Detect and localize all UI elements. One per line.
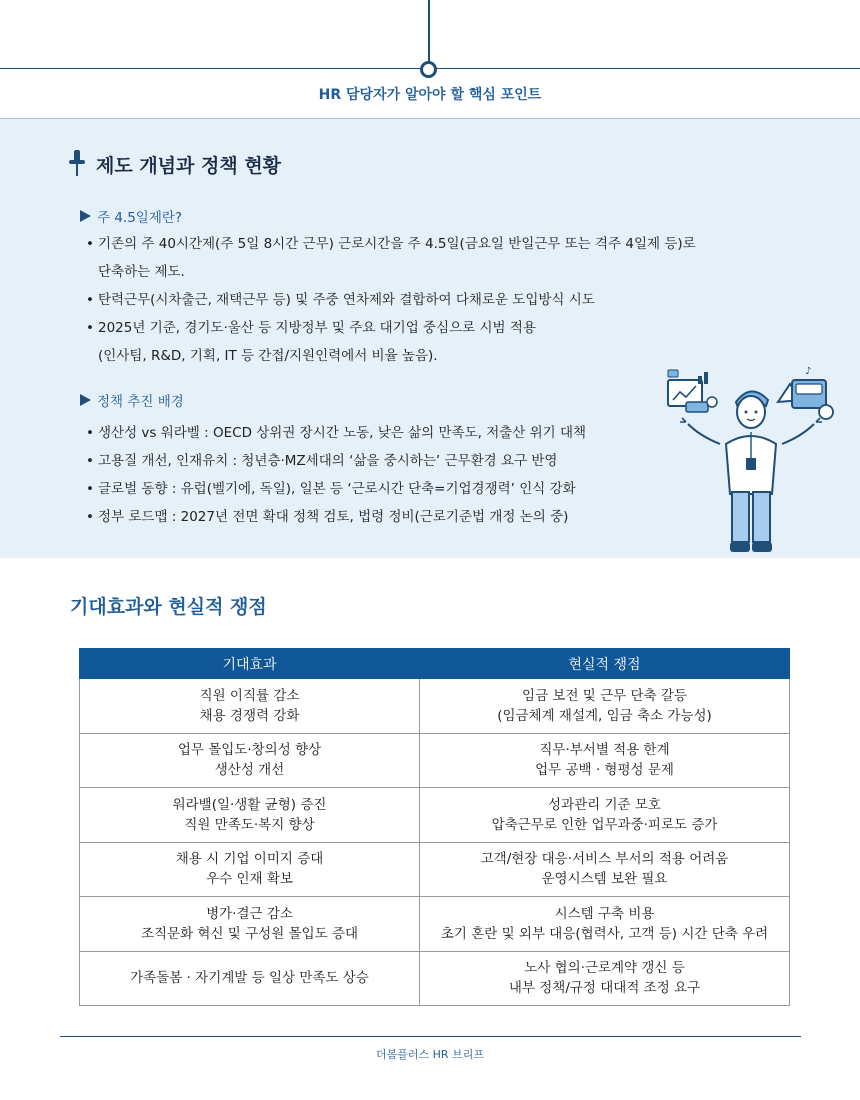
table-cell: 워라밸(일·생활 균형) 증진 직원 만족도·복지 향상 (80, 788, 420, 843)
list-item (86, 230, 696, 286)
column-header-effects: 기대효과 (80, 649, 420, 679)
subheading-background-text: 정책 추진 배경 (97, 394, 184, 410)
pushpin-icon (68, 150, 86, 178)
table-cell: 직원 이직률 감소 채용 경쟁력 강화 (80, 679, 420, 734)
subheading-definition (80, 206, 182, 226)
connector-ring-icon (420, 61, 437, 78)
person-illustration (660, 362, 842, 558)
list-item-text: • 탄력근무(시차출근, 재택근무 등) 및 주중 연차제와 결합하여 다채로운 도입방식 시도 (98, 292, 595, 308)
table-row (80, 951, 790, 1006)
list-item (86, 314, 696, 370)
background-list (86, 419, 586, 531)
list-item-text: 단축하는 제도. (98, 264, 185, 280)
table-row (80, 788, 790, 843)
list-item: • 글로벌 동향 : 유럽(벨기에, 독일), 일본 등 ‘근로시간 단축=기업경쟁력’ 인식 강화 (86, 475, 586, 503)
svg-text:♪: ♪ (805, 366, 812, 377)
comparison-table (79, 648, 790, 1006)
table-row (80, 733, 790, 788)
top-connector-line (428, 0, 430, 62)
table-cell: 성과관리 기준 모호 압축근무로 인한 업무과중·피로도 증가 (420, 788, 790, 843)
table-row (80, 679, 790, 734)
table-cell: 고객/현장 대응·서비스 부서의 적용 어려움 운영시스템 보완 필요 (420, 842, 790, 897)
list-item-text: (인사팀, R&D, 기획, IT 등 간접/지원인력에서 비율 높음). (98, 348, 438, 364)
table-cell: 직무·부서별 적용 한계 업무 공백 · 형평성 문제 (420, 733, 790, 788)
table-cell: 임금 보전 및 근무 단축 갈등 (임금체계 재설계, 임금 축소 가능성) (420, 679, 790, 734)
section-heading-text: 제도 개념과 정책 현황 (96, 154, 282, 177)
table-row (80, 842, 790, 897)
footer-text: 더봄플러스 HR 브리프 (376, 1048, 484, 1061)
section-heading (68, 150, 281, 178)
table-cell: 노사 협의·근로계약 갱신 등 내부 정책/규정 대대적 조정 요구 (420, 951, 790, 1006)
list-item: • 고용질 개선, 인재유치 : 청년층·MZ세대의 ‘삶을 중시하는’ 근무환경 요구 반영 (86, 447, 586, 475)
table-cell: 업무 몰입도·창의성 향상 생산성 개선 (80, 733, 420, 788)
definition-list (86, 230, 696, 370)
table-cell: 병가·결근 감소 조직문화 혁신 및 구성원 몰입도 증대 (80, 897, 420, 952)
subheading-background (80, 390, 184, 410)
list-item-text: • 기존의 주 40시간제(주 5일 8시간 근무) 근로시간을 주 4.5일(금요일 반일근무 또는 격주 4일제 등)로 (98, 236, 696, 252)
section2-heading: 기대효과와 현실적 쟁점 (70, 596, 267, 618)
table-cell: 가족돌봄 · 자기계발 등 일상 만족도 상승 (80, 951, 420, 1006)
list-item: • 생산성 vs 워라벨 : OECD 상위권 장시간 노동, 낮은 삶의 만족도, 저출산 위기 대책 (86, 419, 586, 447)
header-title: HR 담당자가 알아야 할 핵심 포인트 (318, 87, 542, 103)
triangle-bullet-icon (80, 394, 91, 406)
list-item-text: • 2025년 기준, 경기도·울산 등 지방정부 및 주요 대기업 중심으로 시범 적용 (98, 320, 536, 336)
table-row (80, 897, 790, 952)
table-cell: 시스템 구축 비용 초기 혼란 및 외부 대응(협력사, 고객 등) 시간 단축 우려 (420, 897, 790, 952)
table-header-row (80, 649, 790, 679)
triangle-bullet-icon (80, 210, 91, 222)
list-item: • 정부 로드맵 : 2027년 전면 확대 정책 검토, 법령 정비(근로기준법 개정 논의 중) (86, 503, 586, 531)
list-item (86, 286, 696, 314)
footer-divider (60, 1036, 801, 1037)
column-header-issues: 현실적 쟁점 (420, 649, 790, 679)
subheading-definition-text: 주 4.5일제란? (97, 210, 183, 226)
table-cell: 채용 시 기업 이미지 증대 우수 인재 확보 (80, 842, 420, 897)
